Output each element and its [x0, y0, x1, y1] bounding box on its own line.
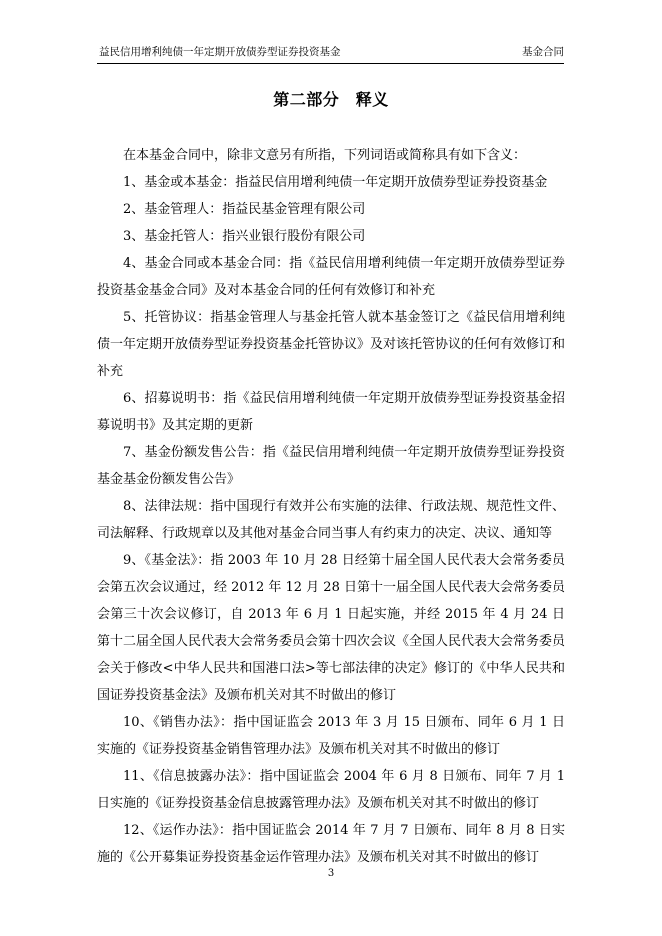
definitions-body: [97, 142, 565, 871]
definition-item: 1、基金或本基金：指益民信用增利纯债一年定期开放债券型证券投资基金: [123, 175, 548, 190]
definition-item: 4、基金合同或本基金合同：指《益民信用增利纯债一年定期开放债券型证券投资基金基金合同》及对本基金合同的任何有效修订和补充: [97, 256, 565, 298]
definition-item: 5、托管协议：指基金管理人与基金托管人就本基金签订之《益民信用增利纯债一年定期开放债券型证券投资基金托管协议》及对该托管协议的任何有效修订和补充: [97, 310, 566, 379]
page-number: 3: [327, 868, 335, 879]
section-title: 第二部分 释义: [273, 90, 389, 109]
definition-item: 7、基金份额发售公告：指《益民信用增利纯债一年定期开放债券型证券投资基金基金份额发售公告》: [97, 445, 565, 487]
page-header: [97, 45, 564, 64]
definition-item: 11、《信息披露办法》：指中国证监会 2004 年 6 月 8 日颁布、同年 7 月 1 日实施的《证券投资基金信息披露管理办法》及颁布机关对其不时做出的修订: [97, 769, 565, 811]
definition-item: 3、基金托管人：指兴业银行股份有限公司: [123, 229, 366, 244]
definition-item: 6、招募说明书：指《益民信用增利纯债一年定期开放债券型证券投资基金招募说明书》及其定期的更新: [97, 391, 565, 433]
definition-item: 8、法律法规：指中国现行有效并公布实施的法律、行政法规、规范性文件、司法解释、行政规章以及其他对基金合同当事人有约束力的决定、决议、通知等: [97, 499, 565, 541]
header-fund-name: 益民信用增利纯债一年定期开放债券型证券投资基金: [99, 46, 341, 58]
header-doc-type: 基金合同: [522, 46, 564, 58]
definition-item: 12、《运作办法》：指中国证监会 2014 年 7 月 7 日颁布、同年 8 月 8 日实施的《公开募集证券投资基金运作管理办法》及颁布机关对其不时做出的修订: [97, 823, 565, 865]
definition-item: 2、基金管理人：指益民基金管理有限公司: [123, 202, 366, 217]
definition-item: 10、《销售办法》：指中国证监会 2013 年 3 月 15 日颁布、同年 6 月 1 日实施的《证券投资基金销售管理办法》及颁布机关对其不时做出的修订: [97, 715, 565, 757]
definition-item: 9、《基金法》：指 2003 年 10 月 28 日经第十届全国人民代表大会常务委员会第五次会议通过，经 2012 年 12 月 28 日第十一届全国人民代表大会常务委员会第三十次会议修订，自 2013 年 6 月 1 日起实施，并经 2015 年 4 月 24 日第十二届全国人民代表大会常务委员会第十四次会议《全国人民代表大会常务委员会关于修改<中华人民共和国港口法>等七部法律的决定》修订的《中华人民共和国证券投资基金法》及颁布机关对其不时做出的修订: [97, 553, 566, 703]
intro-paragraph: 在本基金合同中，除非文意另有所指，下列词语或简称具有如下含义：: [123, 148, 527, 163]
